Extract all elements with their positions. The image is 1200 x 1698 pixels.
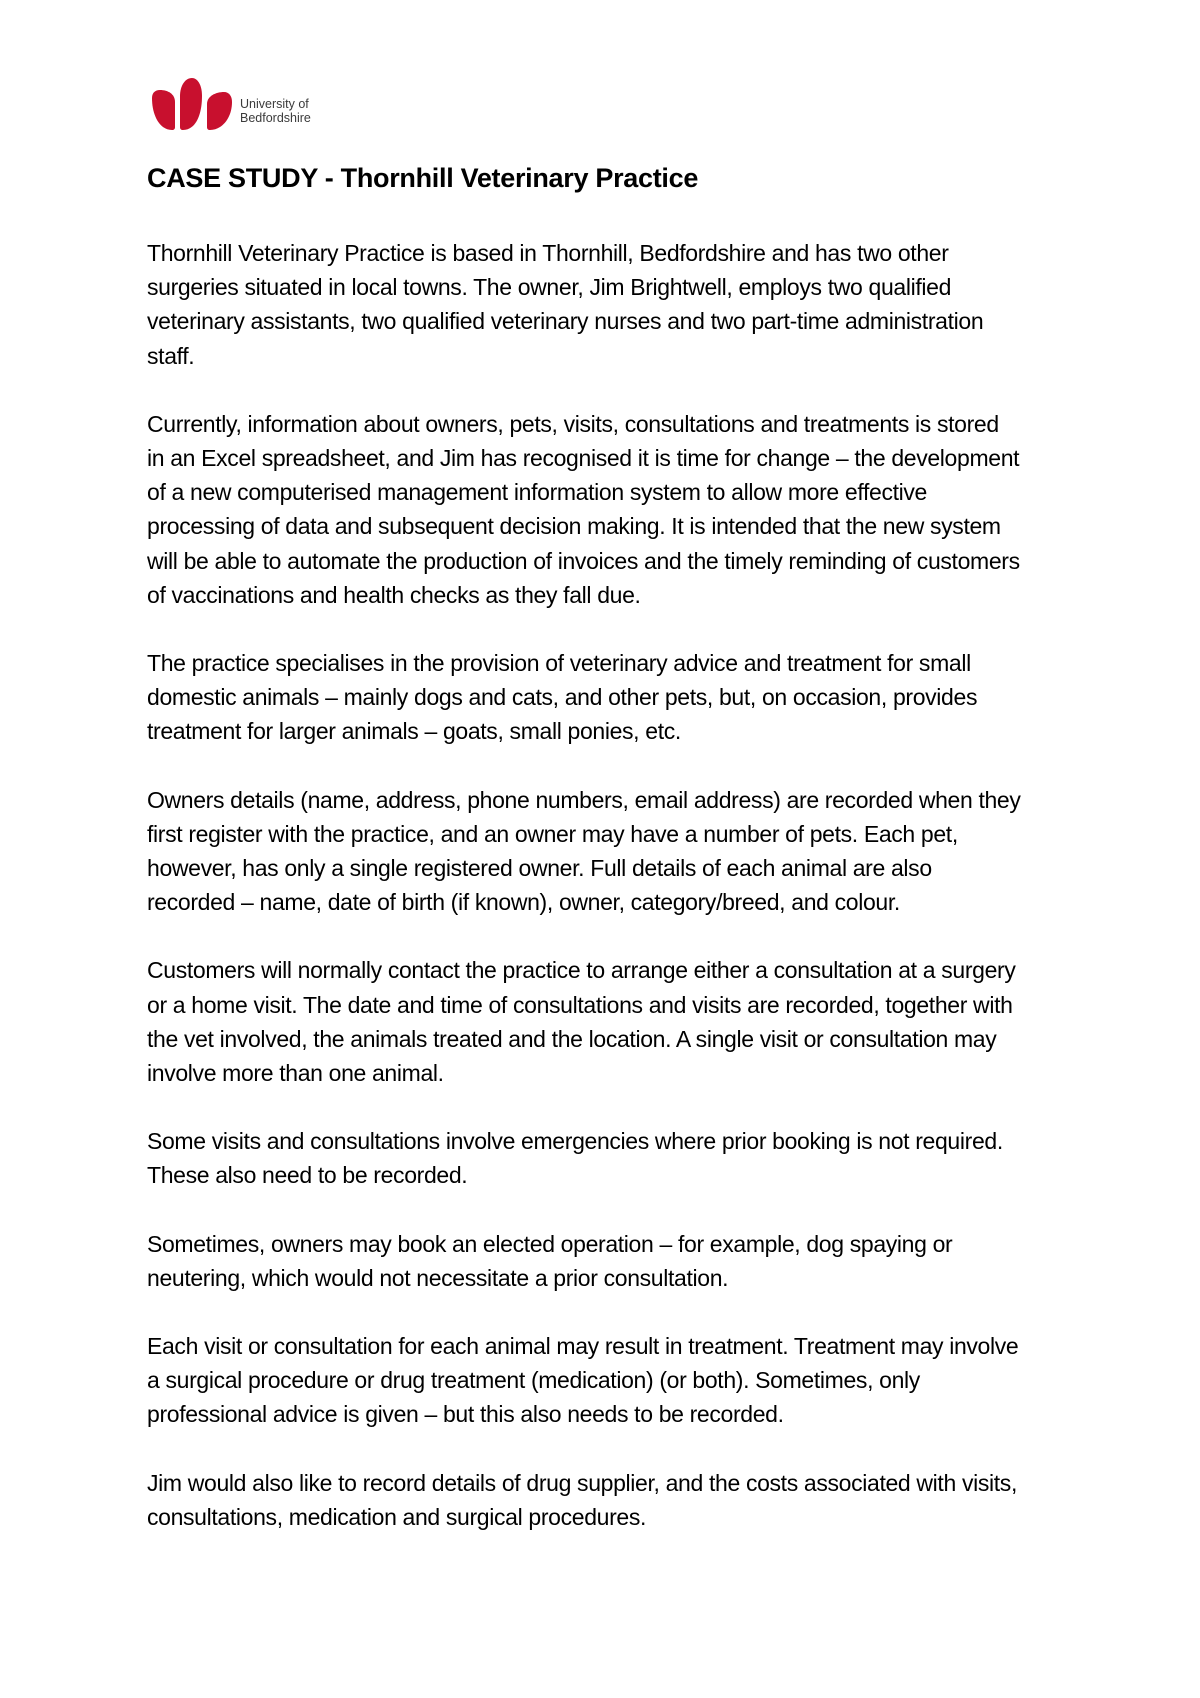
paragraph: [147, 1124, 1087, 1192]
text-line: recorded – name, date of birth (if known), owner, category/breed, and colour.: [147, 889, 900, 916]
text-line: Owners details (name, address, phone numbers, email address) are recorded when they: [147, 786, 1021, 813]
text-line: treatment for larger animals – goats, small ponies, etc.: [147, 718, 681, 745]
university-logo-icon: [150, 72, 234, 136]
text-line: a surgical procedure or drug treatment (medication) (or both). Sometimes, only: [147, 1367, 920, 1394]
text-line: of a new computerised management information system to allow more effective: [147, 479, 927, 506]
text-line: the vet involved, the animals treated and the location. A single visit or consultation may: [147, 1025, 997, 1052]
text-line: Thornhill Veterinary Practice is based in Thornhill, Bedfordshire and has two other: [147, 240, 949, 266]
text-line: professional advice is given – but this also needs to be recorded.: [147, 1401, 784, 1428]
paragraph: [147, 1227, 1087, 1295]
text-line: Currently, information about owners, pets, visits, consultations and treatments is stored: [147, 410, 999, 437]
logo-line-1: University of: [240, 97, 309, 111]
university-logo: [150, 72, 311, 136]
logo-line-2: Bedfordshire: [240, 111, 311, 125]
paragraph: [147, 236, 1087, 373]
text-line: first register with the practice, and an owner may have a number of pets. Each pet,: [147, 820, 958, 847]
text-line: staff.: [147, 342, 195, 369]
text-line: involve more than one animal.: [147, 1060, 444, 1087]
university-logo-text: [240, 83, 311, 125]
paragraph: [147, 783, 1087, 920]
text-line: veterinary assistants, two qualified veterinary nurses and two part-time administration: [147, 308, 984, 335]
document-body: [147, 236, 1087, 1568]
text-line: in an Excel spreadsheet, and Jim has recognised it is time for change – the development: [147, 445, 1020, 472]
document-title: CASE STUDY - Thornhill Veterinary Practice: [147, 163, 699, 193]
text-line: consultations, medication and surgical procedures.: [147, 1503, 647, 1530]
text-line: will be able to automate the production of invoices and the timely reminding of customers: [147, 547, 1020, 574]
text-line: These also need to be recorded.: [147, 1162, 468, 1189]
text-line: Sometimes, owners may book an elected operation – for example, dog spaying or: [147, 1230, 953, 1257]
text-line: Each visit or consultation for each animal may result in treatment. Treatment may involve: [147, 1333, 1019, 1360]
paragraph: [147, 1329, 1087, 1432]
paragraph: [147, 407, 1087, 612]
paragraph: [147, 1466, 1087, 1534]
text-line: of vaccinations and health checks as they fall due.: [147, 581, 641, 608]
paragraph: [147, 953, 1087, 1090]
text-line: or a home visit. The date and time of consultations and visits are recorded, together with: [147, 991, 1013, 1018]
text-line: however, has only a single registered owner. Full details of each animal are also: [147, 855, 932, 882]
paragraph: [147, 646, 1087, 749]
text-line: neutering, which would not necessitate a prior consultation.: [147, 1264, 729, 1291]
text-line: processing of data and subsequent decision making. It is intended that the new system: [147, 513, 1001, 540]
text-line: surgeries situated in local towns. The owner, Jim Brightwell, employs two qualified: [147, 274, 952, 301]
text-line: Jim would also like to record details of drug supplier, and the costs associated with visits,: [147, 1469, 1017, 1496]
text-line: Customers will normally contact the practice to arrange either a consultation at a surgery: [147, 957, 1016, 984]
text-line: The practice specialises in the provision of veterinary advice and treatment for small: [147, 650, 971, 677]
text-line: Some visits and consultations involve emergencies where prior booking is not required.: [147, 1128, 1003, 1155]
text-line: domestic animals – mainly dogs and cats, and other pets, but, on occasion, provides: [147, 684, 978, 711]
